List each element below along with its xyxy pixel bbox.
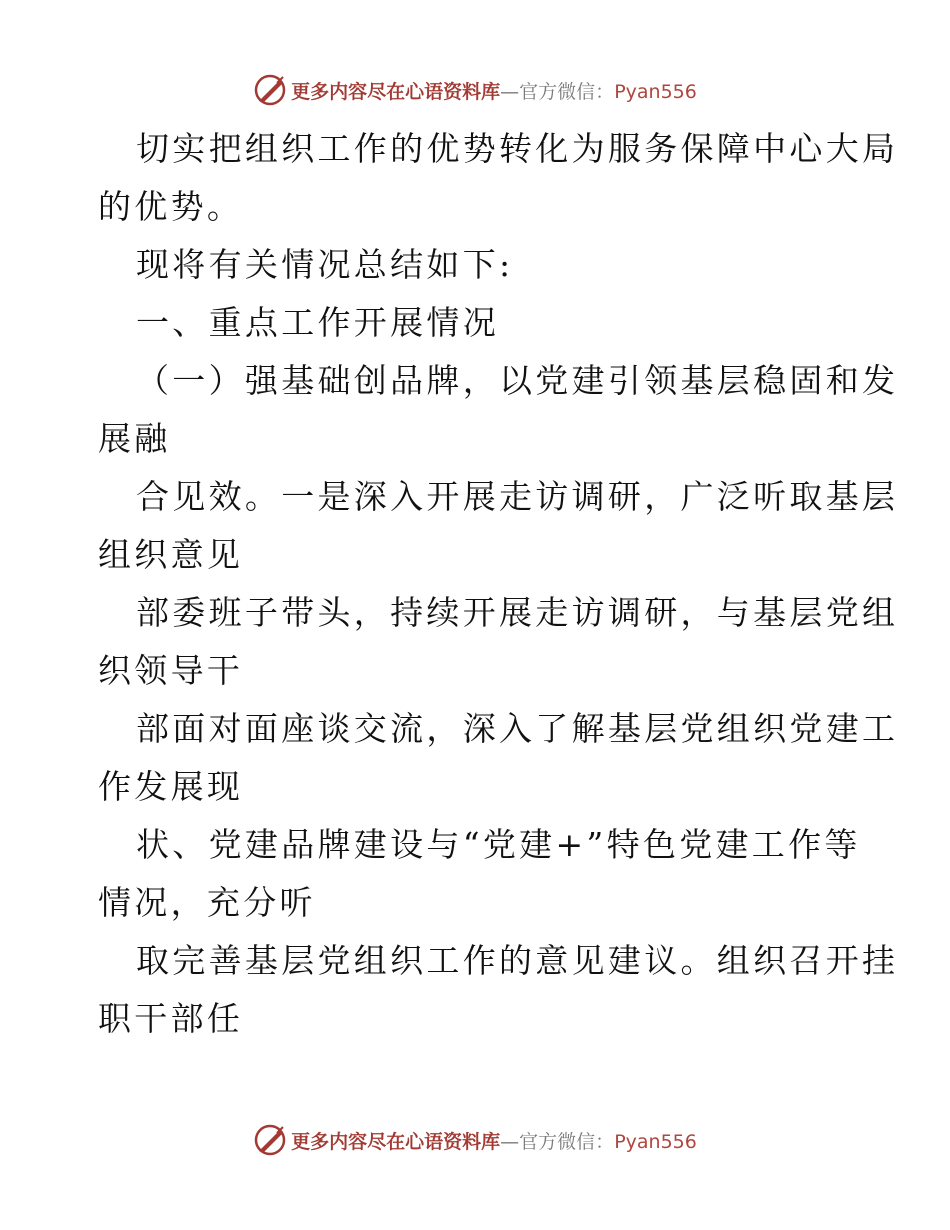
- banner-separator: —: [500, 1130, 520, 1153]
- banner-text: [291, 1127, 697, 1154]
- text-line: 织领导干: [98, 651, 244, 690]
- banner-official-label: 官方微信：: [519, 1130, 615, 1153]
- text-line: 的优势。: [98, 187, 244, 226]
- text-line: 一、重点工作开展情况: [136, 303, 499, 342]
- quill-pen-logo-icon: [253, 73, 287, 107]
- banner-wechat-id: Pyan556: [614, 80, 697, 103]
- text-line: （一）强基础创品牌，以党建引领基层稳固和发: [136, 361, 899, 400]
- banner-brand: 更多内容尽在心语资料库: [291, 80, 501, 103]
- banner-brand: 更多内容尽在心语资料库: [291, 1130, 501, 1153]
- text-line: 状、党建品牌建设与“党建+”特色党建工作等: [136, 825, 861, 864]
- banner-separator: —: [500, 80, 520, 103]
- quill-pen-logo-icon: [253, 1123, 287, 1157]
- document-body: [98, 120, 899, 1048]
- text-line: 现将有关情况总结如下:: [136, 245, 514, 284]
- text-line: 部委班子带头，持续开展走访调研，与基层党组: [136, 593, 899, 632]
- banner-wechat-id: Pyan556: [614, 1130, 697, 1153]
- text-line: 组织意见: [98, 535, 244, 574]
- text-line: 情况，充分听: [98, 883, 316, 922]
- text-line: 部面对面座谈交流，深入了解基层党组织党建工: [136, 709, 899, 748]
- text-line: 取完善基层党组织工作的意见建议。组织召开挂: [136, 941, 899, 980]
- text-line: 作发展现: [98, 767, 244, 806]
- banner-text: [291, 77, 697, 104]
- text-line: 职干部任: [98, 999, 244, 1038]
- text-line: 合见效。一是深入开展走访调研，广泛听取基层: [136, 477, 899, 516]
- banner-official-label: 官方微信：: [519, 80, 615, 103]
- text-line: 切实把组织工作的优势转化为服务保障中心大局: [136, 129, 899, 168]
- footer-watermark-banner: [0, 1120, 950, 1160]
- header-watermark-banner: [0, 70, 950, 110]
- text-line: 展融: [98, 419, 171, 458]
